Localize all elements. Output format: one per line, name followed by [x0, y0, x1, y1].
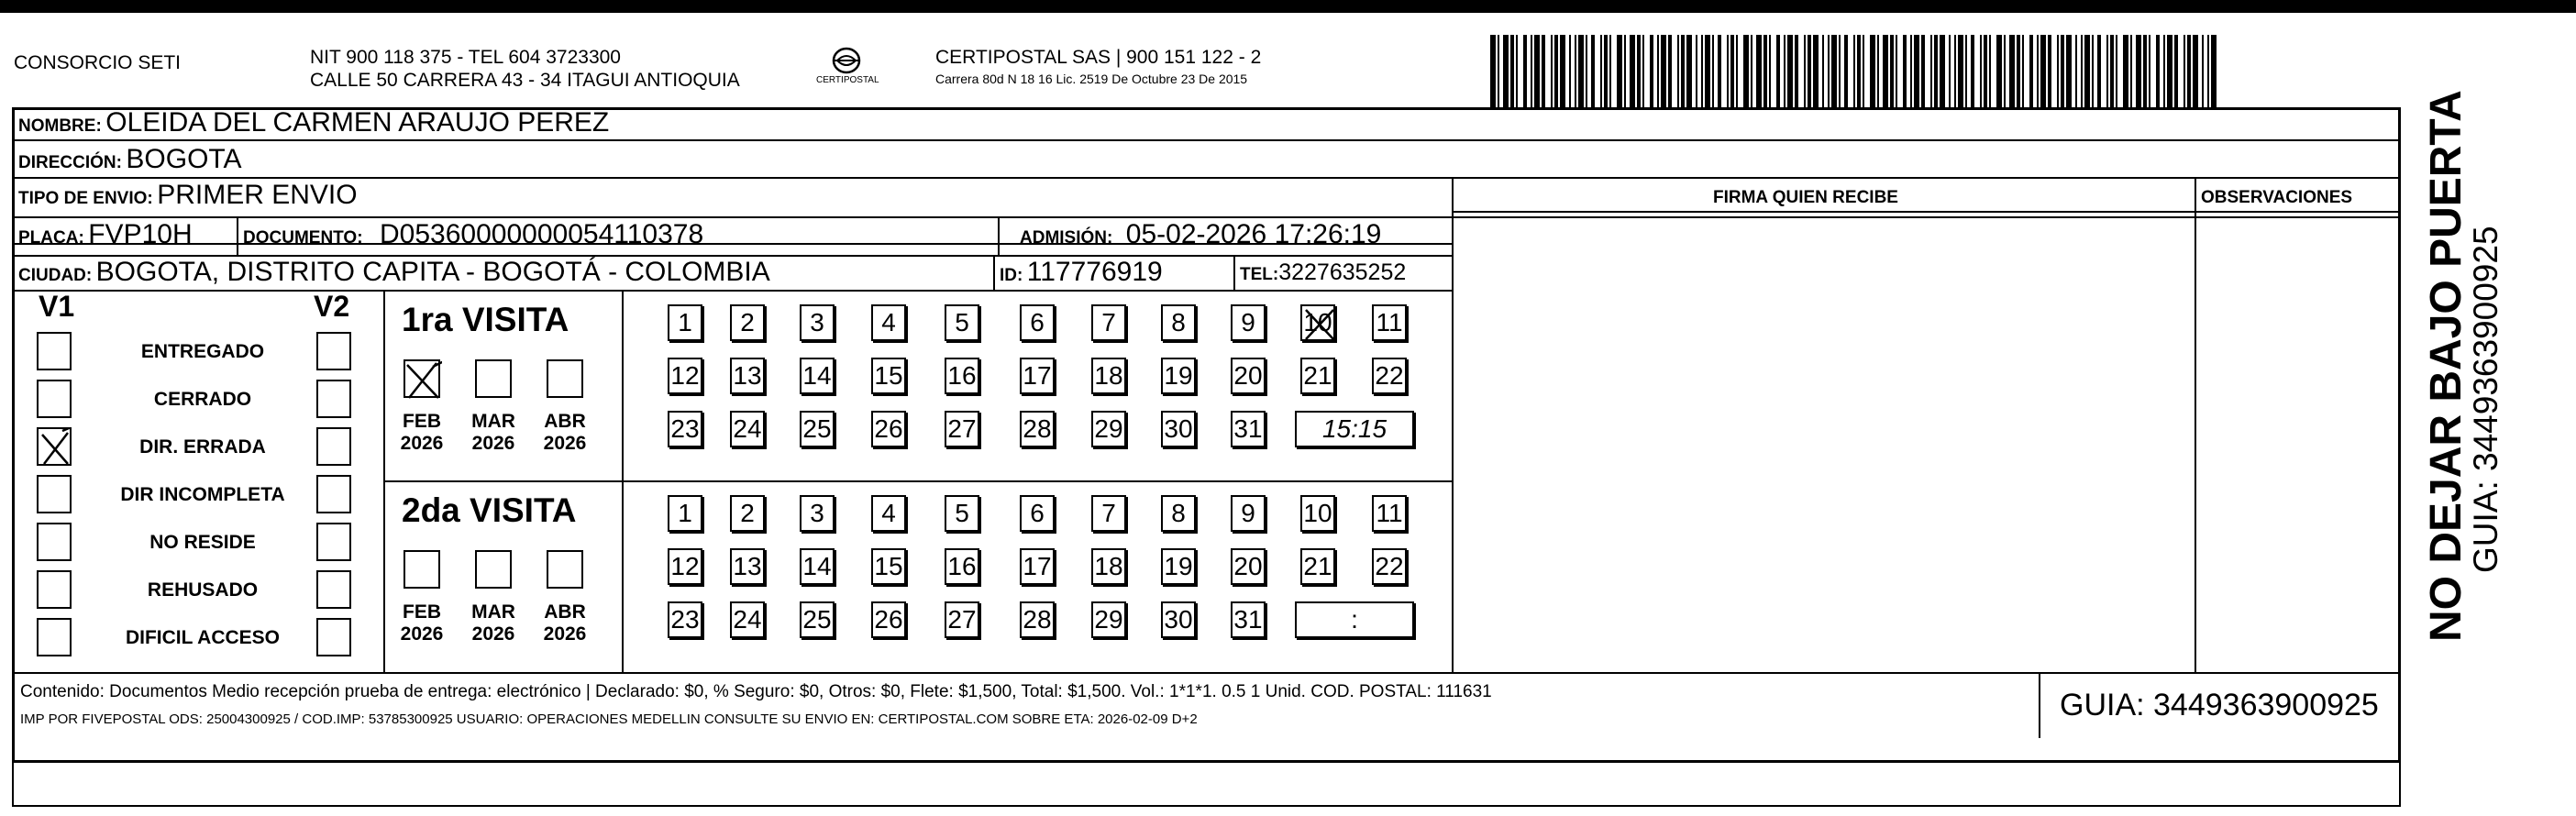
- v1-checkbox[interactable]: [37, 618, 72, 656]
- day-box[interactable]: [1091, 495, 1126, 532]
- month-label: [394, 601, 449, 645]
- day-number: 12: [670, 552, 700, 580]
- day-number: 27: [947, 605, 977, 634]
- day-box[interactable]: [1161, 601, 1196, 638]
- admision-value: 05-02-2026 17:26:19: [1125, 219, 1382, 249]
- month-checkbox[interactable]: [547, 550, 583, 589]
- day-box[interactable]: [945, 411, 979, 447]
- day-number: 1: [678, 308, 692, 336]
- observaciones-label: OBSERVACIONES: [2201, 188, 2353, 207]
- status-option-label: NO RESIDE: [149, 532, 256, 553]
- v2-checkbox[interactable]: [316, 618, 351, 656]
- firma-label: FIRMA QUIEN RECIBE: [1713, 188, 1898, 207]
- day-box[interactable]: [730, 495, 765, 532]
- v1-checkbox[interactable]: [37, 523, 72, 561]
- day-box[interactable]: [1020, 601, 1055, 638]
- direccion-row: [18, 145, 242, 179]
- day-box[interactable]: [730, 411, 765, 447]
- nit-line: NIT 900 118 375 - TEL 604 3723300: [310, 47, 621, 68]
- day-box[interactable]: [1091, 304, 1126, 341]
- tel-value: 3227635252: [1278, 259, 1407, 285]
- tel-row: [1240, 258, 1406, 291]
- day-box[interactable]: [945, 548, 979, 585]
- day-number: 24: [733, 414, 762, 443]
- month-year: 2026: [543, 623, 587, 645]
- check-mark-icon: [405, 361, 442, 400]
- top-border: [0, 0, 2576, 13]
- day-box[interactable]: [871, 411, 906, 447]
- day-box[interactable]: [1231, 548, 1266, 585]
- day-number: 17: [1023, 552, 1052, 580]
- month-checkbox[interactable]: [404, 359, 440, 398]
- day-number: 26: [874, 605, 903, 634]
- ciudad-row: [18, 258, 770, 292]
- day-number: 13: [733, 552, 762, 580]
- day-box[interactable]: [1161, 304, 1196, 341]
- day-box[interactable]: [730, 601, 765, 638]
- day-box[interactable]: [1372, 548, 1407, 585]
- v1-checkbox[interactable]: [37, 427, 72, 466]
- status-option-label: DIR INCOMPLETA: [120, 484, 285, 505]
- tipo-row: [18, 181, 358, 215]
- day-box[interactable]: [871, 548, 906, 585]
- footer-impresion: IMP POR FIVEPOSTAL ODS: 25004300925 / COD.IMP: 53785300925 USUARIO: OPERACIONES MEDELLIN CONSULTE SU ENVIO EN: CERTIPOSTAL.COM SOBRE ETA: 2026-02-09 D+2: [20, 711, 1198, 727]
- month-year: 2026: [543, 433, 587, 454]
- day-box[interactable]: [1161, 358, 1196, 394]
- day-box[interactable]: [730, 548, 765, 585]
- address-line: CALLE 50 CARRERA 43 - 34 ITAGUI ANTIOQUIA: [310, 70, 740, 91]
- check-mark-icon: [39, 429, 73, 468]
- v2-checkbox[interactable]: [316, 523, 351, 561]
- day-box[interactable]: [800, 411, 835, 447]
- direccion-label: DIRECCIÓN:: [18, 153, 122, 172]
- nombre-row: [18, 108, 609, 142]
- nombre-label: NOMBRE:: [18, 116, 102, 136]
- status-option-label: ENTREGADO: [140, 341, 265, 362]
- day-box[interactable]: [1372, 358, 1407, 394]
- day-box[interactable]: [871, 601, 906, 638]
- day-number: 21: [1303, 361, 1332, 390]
- day-number: 7: [1101, 308, 1116, 336]
- id-label: ID:: [1000, 266, 1023, 285]
- day-number: 16: [947, 361, 977, 390]
- day-box[interactable]: [668, 548, 702, 585]
- day-number: 30: [1164, 414, 1193, 443]
- v1-checkbox[interactable]: [37, 475, 72, 513]
- day-number: 19: [1164, 552, 1193, 580]
- day-box[interactable]: [1091, 358, 1126, 394]
- day-number: 23: [670, 414, 700, 443]
- day-box[interactable]: [1372, 304, 1407, 341]
- day-box[interactable]: [1020, 411, 1055, 447]
- day-box[interactable]: [800, 304, 835, 341]
- placa-label: PLACA:: [18, 228, 84, 248]
- day-box[interactable]: [1091, 411, 1126, 447]
- month-checkbox[interactable]: [475, 550, 512, 589]
- day-number: 6: [1030, 499, 1045, 527]
- month-label: [394, 411, 449, 455]
- v2-checkbox[interactable]: [316, 427, 351, 466]
- carrier-line: CERTIPOSTAL SAS | 900 151 122 - 2: [935, 47, 1262, 68]
- day-box[interactable]: [800, 548, 835, 585]
- day-number: 1: [678, 499, 692, 527]
- placa-value: FVP10H: [88, 219, 193, 249]
- license-line: Carrera 80d N 18 16 Lic. 2519 De Octubre 23 De 2015: [935, 72, 1248, 86]
- v1-label: V1: [39, 290, 75, 323]
- month-name: ABR: [544, 601, 586, 623]
- v2-checkbox[interactable]: [316, 570, 351, 609]
- day-number: 6: [1030, 308, 1045, 336]
- month-checkbox[interactable]: [404, 550, 440, 589]
- day-number: 5: [955, 308, 969, 336]
- day-number: 11: [1376, 499, 1403, 527]
- day-number: 31: [1233, 414, 1263, 443]
- day-number: 2: [740, 308, 755, 336]
- day-number: 17: [1023, 361, 1052, 390]
- day-box[interactable]: [1300, 495, 1335, 532]
- day-box[interactable]: [668, 358, 702, 394]
- day-box[interactable]: [668, 601, 702, 638]
- day-box[interactable]: [1020, 495, 1055, 532]
- day-number: 25: [802, 414, 832, 443]
- day-number: 29: [1094, 414, 1123, 443]
- day-box[interactable]: [1161, 495, 1196, 532]
- day-number: 14: [802, 552, 832, 580]
- day-number: 5: [955, 499, 969, 527]
- status-option-label: REHUSADO: [147, 579, 259, 601]
- day-number: 28: [1023, 605, 1052, 634]
- month-name: FEB: [403, 601, 441, 623]
- day-box[interactable]: [945, 304, 979, 341]
- day-box[interactable]: [800, 358, 835, 394]
- documento-label: DOCUMENTO:: [243, 228, 363, 248]
- day-box[interactable]: [1231, 601, 1266, 638]
- id-row: [1000, 258, 1163, 292]
- id-value: 117776919: [1026, 257, 1163, 287]
- v2-checkbox[interactable]: [316, 475, 351, 513]
- day-box[interactable]: [1091, 548, 1126, 585]
- documento-row: [243, 220, 703, 254]
- barcode: [1490, 35, 2219, 108]
- v2-checkbox[interactable]: [316, 380, 351, 418]
- day-number: 25: [802, 605, 832, 634]
- month-year: 2026: [471, 623, 515, 645]
- day-box[interactable]: [945, 601, 979, 638]
- day-number: 22: [1375, 552, 1404, 580]
- day-box[interactable]: [730, 304, 765, 341]
- side-guia: GUIA: 3449363900925: [2467, 226, 2504, 573]
- month-label: [537, 411, 592, 455]
- day-box[interactable]: [945, 358, 979, 394]
- month-name: ABR: [544, 411, 586, 432]
- day-number: 15: [874, 552, 903, 580]
- day-box[interactable]: [1161, 548, 1196, 585]
- day-box[interactable]: [1300, 548, 1335, 585]
- day-box[interactable]: [668, 304, 702, 341]
- day-number: 10: [1303, 499, 1332, 527]
- day-number: 29: [1094, 605, 1123, 634]
- day-number: 12: [670, 361, 700, 390]
- day-box[interactable]: [1020, 358, 1055, 394]
- visit-title: 2da VISITA: [402, 491, 577, 529]
- day-box[interactable]: [1231, 304, 1266, 341]
- admision-label: ADMISIÓN:: [1020, 228, 1113, 248]
- day-box[interactable]: [800, 495, 835, 532]
- day-number: 19: [1164, 361, 1193, 390]
- day-box[interactable]: [1020, 548, 1055, 585]
- cross-mark-icon: [1302, 306, 1337, 343]
- time-box[interactable]: 15:15: [1295, 411, 1414, 447]
- bottom-strip: [12, 761, 2401, 807]
- form-frame: [12, 107, 2401, 763]
- documento-value: D05360000000054110378: [380, 219, 704, 249]
- v1-checkbox[interactable]: [37, 380, 72, 418]
- day-box[interactable]: [1372, 495, 1407, 532]
- certipostal-logo: [814, 44, 879, 95]
- day-number: 3: [810, 308, 824, 336]
- day-number: 14: [802, 361, 832, 390]
- placa-row: [18, 220, 193, 254]
- day-box[interactable]: [945, 495, 979, 532]
- day-number: 16: [947, 552, 977, 580]
- day-box[interactable]: [1300, 358, 1335, 394]
- day-number: 28: [1023, 414, 1052, 443]
- footer-guia: GUIA: 3449363900925: [2060, 688, 2379, 722]
- month-name: MAR: [471, 411, 515, 432]
- day-number: 27: [947, 414, 977, 443]
- day-box[interactable]: [1020, 304, 1055, 341]
- day-number: 24: [733, 605, 762, 634]
- company-name: CONSORCIO SETI: [14, 52, 182, 73]
- day-number: 8: [1171, 308, 1186, 336]
- month-label: [466, 601, 521, 645]
- v2-label: V2: [314, 290, 350, 323]
- logo-text: CERTIPOSTAL: [816, 75, 879, 85]
- day-number: 15: [874, 361, 903, 390]
- day-box[interactable]: [871, 304, 906, 341]
- month-name: FEB: [403, 411, 441, 432]
- day-number: 8: [1171, 499, 1186, 527]
- status-option-label: DIR. ERRADA: [139, 436, 266, 458]
- day-number: 7: [1101, 499, 1116, 527]
- day-number: 31: [1233, 605, 1263, 634]
- month-name: MAR: [471, 601, 515, 623]
- month-checkbox[interactable]: [547, 359, 583, 398]
- day-number: 13: [733, 361, 762, 390]
- v2-checkbox[interactable]: [316, 332, 351, 370]
- day-box[interactable]: [668, 495, 702, 532]
- day-number: 11: [1376, 308, 1403, 336]
- day-box[interactable]: [1161, 411, 1196, 447]
- status-option-label: CERRADO: [153, 389, 252, 410]
- ciudad-value: BOGOTA, DISTRITO CAPITA - BOGOTÁ - COLOMBIA: [95, 257, 770, 287]
- admision-row: [1020, 220, 1381, 254]
- month-year: 2026: [400, 623, 444, 645]
- day-number: 18: [1094, 552, 1123, 580]
- day-box[interactable]: [1091, 601, 1126, 638]
- day-number: 18: [1094, 361, 1123, 390]
- tipo-label: TIPO DE ENVIO:: [18, 189, 153, 208]
- month-year: 2026: [471, 433, 515, 454]
- tipo-value: PRIMER ENVIO: [157, 180, 358, 210]
- day-box[interactable]: [800, 601, 835, 638]
- day-number: 4: [881, 308, 896, 336]
- day-number: 2: [740, 499, 755, 527]
- direccion-value: BOGOTA: [126, 144, 242, 174]
- day-box[interactable]: [871, 495, 906, 532]
- day-number: 30: [1164, 605, 1193, 634]
- day-number: 9: [1241, 308, 1255, 336]
- day-number: 23: [670, 605, 700, 634]
- day-number: 21: [1303, 552, 1332, 580]
- side-warning: NO DEJAR BAJO PUERTA: [2422, 90, 2471, 642]
- day-number: 3: [810, 499, 824, 527]
- v1-checkbox[interactable]: [37, 332, 72, 370]
- month-year: 2026: [400, 433, 444, 454]
- day-box[interactable]: [1300, 304, 1335, 341]
- day-number: 20: [1233, 361, 1263, 390]
- day-box[interactable]: [730, 358, 765, 394]
- day-box[interactable]: [1231, 495, 1266, 532]
- footer-contenido: Contenido: Documentos Medio recepción prueba de entrega: electrónico | Declarado: $0, % Seguro: $0, Otros: $0, Flete: $1,500, Total: $1,500. Vol.: 1*1*1. 0.5 1 Unid. COD. POSTAL: 111631: [20, 682, 1492, 701]
- day-number: 22: [1375, 361, 1404, 390]
- day-box[interactable]: [668, 411, 702, 447]
- day-number: 10: [1303, 308, 1332, 336]
- day-box[interactable]: [1231, 358, 1266, 394]
- time-box[interactable]: :: [1295, 601, 1414, 638]
- nombre-value: OLEIDA DEL CARMEN ARAUJO PEREZ: [105, 107, 610, 138]
- v1-checkbox[interactable]: [37, 570, 72, 609]
- status-option-label: DIFICIL ACCESO: [125, 627, 280, 648]
- day-number: 9: [1241, 499, 1255, 527]
- day-number: 20: [1233, 552, 1263, 580]
- day-box[interactable]: [871, 358, 906, 394]
- day-number: 26: [874, 414, 903, 443]
- visit-title: 1ra VISITA: [402, 301, 569, 338]
- month-label: [537, 601, 592, 645]
- day-box[interactable]: [1231, 411, 1266, 447]
- ciudad-label: CIUDAD:: [18, 266, 93, 285]
- month-label: [466, 411, 521, 455]
- day-number: 4: [881, 499, 896, 527]
- month-checkbox[interactable]: [475, 359, 512, 398]
- tel-label: TEL:: [1240, 265, 1279, 284]
